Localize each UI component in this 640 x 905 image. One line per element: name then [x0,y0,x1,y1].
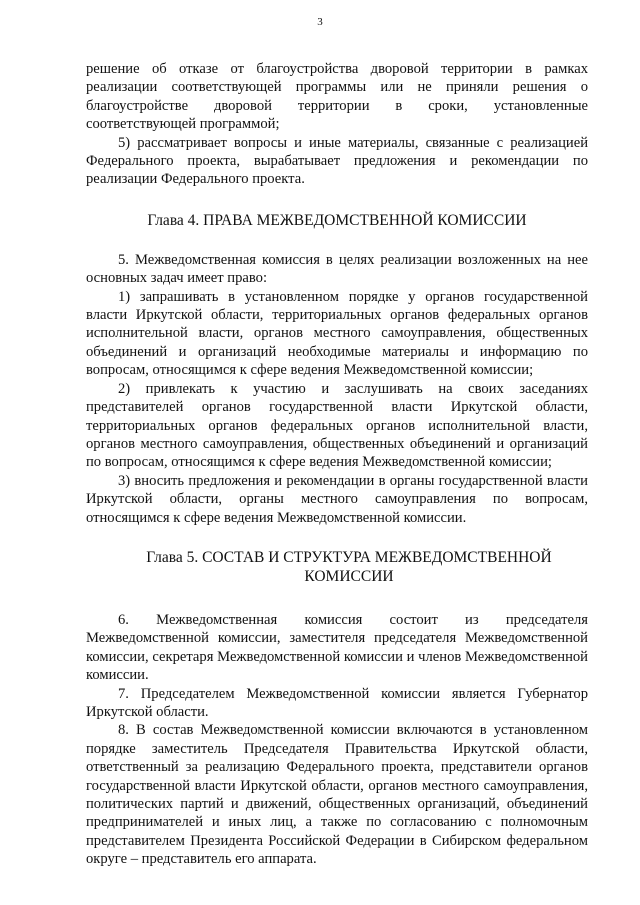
chapter-5-title [86,548,588,586]
paragraph-5-item-2: 2) привлекать к участию и заслушивать на своих заседаниях представителей органов государственной власти Иркутской области, территориальных органов федеральных органов исполнительной власти, органов местного самоуправления, общественных объединений и организаций по вопросам, относящимся к сфере ведения Межведомственной комиссии; [86,380,588,471]
paragraph-continuation: решение об отказе от благоустройства дворовой территории в рамках реализации соответствующей программы или не приняли решения о благоустройстве дворовой территории в сроки, установленные соответствующей программой; [86,61,588,133]
paragraph-7: 7. Председателем Межведомственной комиссии является Губернатор Иркутской области. [86,685,588,720]
paragraph-5-item-3: 3) вносить предложения и рекомендации в органы государственной власти Иркутской области, органы местного самоуправления по вопросам, относящимся к сфере ведения Межведомственной комиссии. [86,472,588,526]
chapter-4-title: Глава 4. ПРАВА МЕЖВЕДОМСТВЕННОЙ КОМИССИИ [147,211,527,229]
paragraph-5: 5. Межведомственная комиссия в целях реализации возложенных на нее основных задач имеет право: [86,251,588,287]
paragraph-5-item-1: 1) запрашивать в установленном порядке у органов государственной власти Иркутской области, территориальных органов федеральных органов исполнительной власти, органов местного самоуправления, общественных объединений и организаций необходимые материалы и информацию по вопросам, относящимся к сфере ведения Межведомственной комиссии; [86,288,588,379]
paragraph-8: 8. В состав Межведомственной комиссии включаются в установленном порядке заместитель Председателя Правительства Иркутской области, ответственный за реализацию Федерального проекта, представители органов государственной власти Иркутской области, органов местного самоуправления, политических партий и движений, общественных организаций, объединений предпринимателей и иных лиц, а также по согласованию с полномочным представителем Президента Российской Федерации в Сибирском федеральном округе – представитель его аппарата. [86,722,588,868]
chapter-5-title-line-1: Глава 5. СОСТАВ И СТРУКТУРА МЕЖВЕДОМСТВЕННОЙ [146,548,552,566]
document-body [86,60,588,869]
paragraph-item-5: 5) рассматривает вопросы и иные материалы, связанные с реализацией Федерального проекта, вырабатывает предложения и рекомендации по реализации Федерального проекта. [86,134,588,188]
paragraph-6: 6. Межведомственная комиссия состоит из председателя Межведомственной комиссии, заместителя председателя Межведомственной комиссии, секретаря Межведомственной комиссии и членов Межведомственной комиссии. [86,611,588,684]
page-number: 3 [317,16,323,28]
chapter-5-title-line-2: КОМИССИИ [304,567,394,585]
